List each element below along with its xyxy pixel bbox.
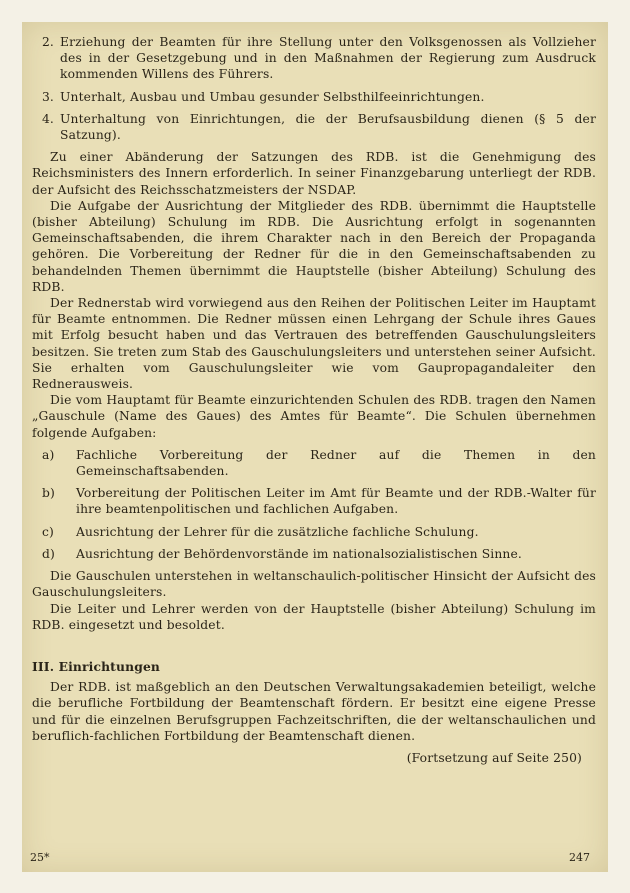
page-content — [32, 34, 596, 766]
page-number: 247 — [569, 851, 590, 864]
book-page — [22, 22, 608, 872]
item-number: 2. — [41, 35, 54, 49]
sub-list-item — [32, 546, 596, 562]
paragraph: Die Gauschulen unterstehen in weltanschaulich-politischer Hinsicht der Aufsicht des Gauschulungsleiters. — [32, 569, 596, 600]
item-number: 4. — [41, 111, 54, 126]
list-item — [32, 89, 596, 105]
sub-item-text: Ausrichtung der Behördenvorstände im nationalsozialistischen Sinne. — [76, 546, 522, 561]
sub-item-letter: c) — [42, 524, 54, 539]
sub-item-letter: d) — [42, 546, 55, 561]
section-heading: III. Einrichtungen — [32, 658, 161, 674]
sub-list-item — [32, 485, 596, 517]
paragraph: Die vom Hauptamt für Beamte einzurichtenden Schulen des RDB. tragen den Namen „Gauschule (Name des Gaues) des Amtes für Beamte“. Die Schulen übernehmen folgende Aufgaben: — [32, 393, 596, 440]
item-text: Unterhalt, Ausbau und Umbau gesunder Selbsthilfeeinrichtungen. — [60, 89, 485, 104]
item-number: 3. — [41, 89, 54, 104]
list-item — [32, 111, 596, 143]
sub-item-text: Vorbereitung der Politischen Leiter im Amt für Beamte und der RDB.-Walter für ihre beamtenpolitischen und fachlichen Aufgaben. — [76, 486, 596, 517]
list-item — [32, 34, 596, 83]
sub-item-letter: b) — [42, 486, 55, 501]
sub-item-text: Ausrichtung der Lehrer für die zusätzliche fachliche Schulung. — [76, 524, 479, 539]
sub-list-item — [32, 447, 596, 479]
sub-item-text: Fachliche Vorbereitung der Redner auf die Themen in den Gemeinschaftsabenden. — [76, 447, 596, 479]
paragraph: Der Rednerstab wird vorwiegend aus den Reihen der Politischen Leiter im Hauptamt für Beamte entnommen. Die Redner müssen einen Lehrgang der Schule ihres Gaues mit Erfolg besucht haben und das Vertrauen des betreffenden Gauschulungsleiters besitzen. Sie treten zum Stab des Gauschulungsleiters und unterstehen seiner Aufsicht. Sie erhalten vom Gauschulungsleiter wie vom Gaupropagandaleiter den Rednerausweis. — [32, 296, 596, 392]
sub-list-item — [32, 524, 596, 540]
section-paragraph: Der RDB. ist maßgeblich an den Deutschen Verwaltungsakademien beteiligt, welche die berufliche Fortbildung der Beamtenschaft fördern. Er besitzt eine eigene Presse und für die einzelnen Berufsgruppen Fachzeitschriften, die der weltanschaulichen und beruflich-fachlichen Fortbildung der Beamtenschaft dienen. — [32, 680, 596, 743]
paragraph: Zu einer Abänderung der Satzungen des RDB. ist die Genehmigung des Reichsministers des Innern erforderlich. In seiner Finanzgebarung unterliegt der RDB. der Aufsicht des Reichsschatzmeisters der NSDAP. — [32, 150, 596, 197]
signature-mark: 25* — [30, 851, 50, 864]
continuation-note: (Fortsetzung auf Seite 250) — [406, 750, 582, 765]
item-text: Erziehung der Beamten für ihre Stellung unter den Volksgenossen als Vollzieher des in der Gesetzgebung und in den Maßnahmen der Regierung zum Ausdruck kommenden Willens des Führers. — [60, 35, 596, 82]
sub-item-letter: a) — [42, 447, 55, 462]
paragraph: Die Aufgabe der Ausrichtung der Mitglieder des RDB. übernimmt die Hauptstelle (bisher Abteilung) Schulung im RDB. Die Ausrichtung erfolgt in sogenannten Gemeinschaftsabenden, die ihrem Charakter nach in den Bereich der Propaganda gehören. Die Vorbereitung der Redner für die in den Gemeinschaftsabenden zu behandelnden Themen übernimmt die Hauptstelle (bisher Abteilung) Schulung des RDB. — [32, 198, 596, 294]
paragraph: Die Leiter und Lehrer werden von der Hauptstelle (bisher Abteilung) Schulung im RDB. eingesetzt und besoldet. — [32, 601, 596, 632]
item-text: Unterhaltung von Einrichtungen, die der Berufsausbildung dienen (§ 5 der Satzung). — [60, 111, 596, 143]
